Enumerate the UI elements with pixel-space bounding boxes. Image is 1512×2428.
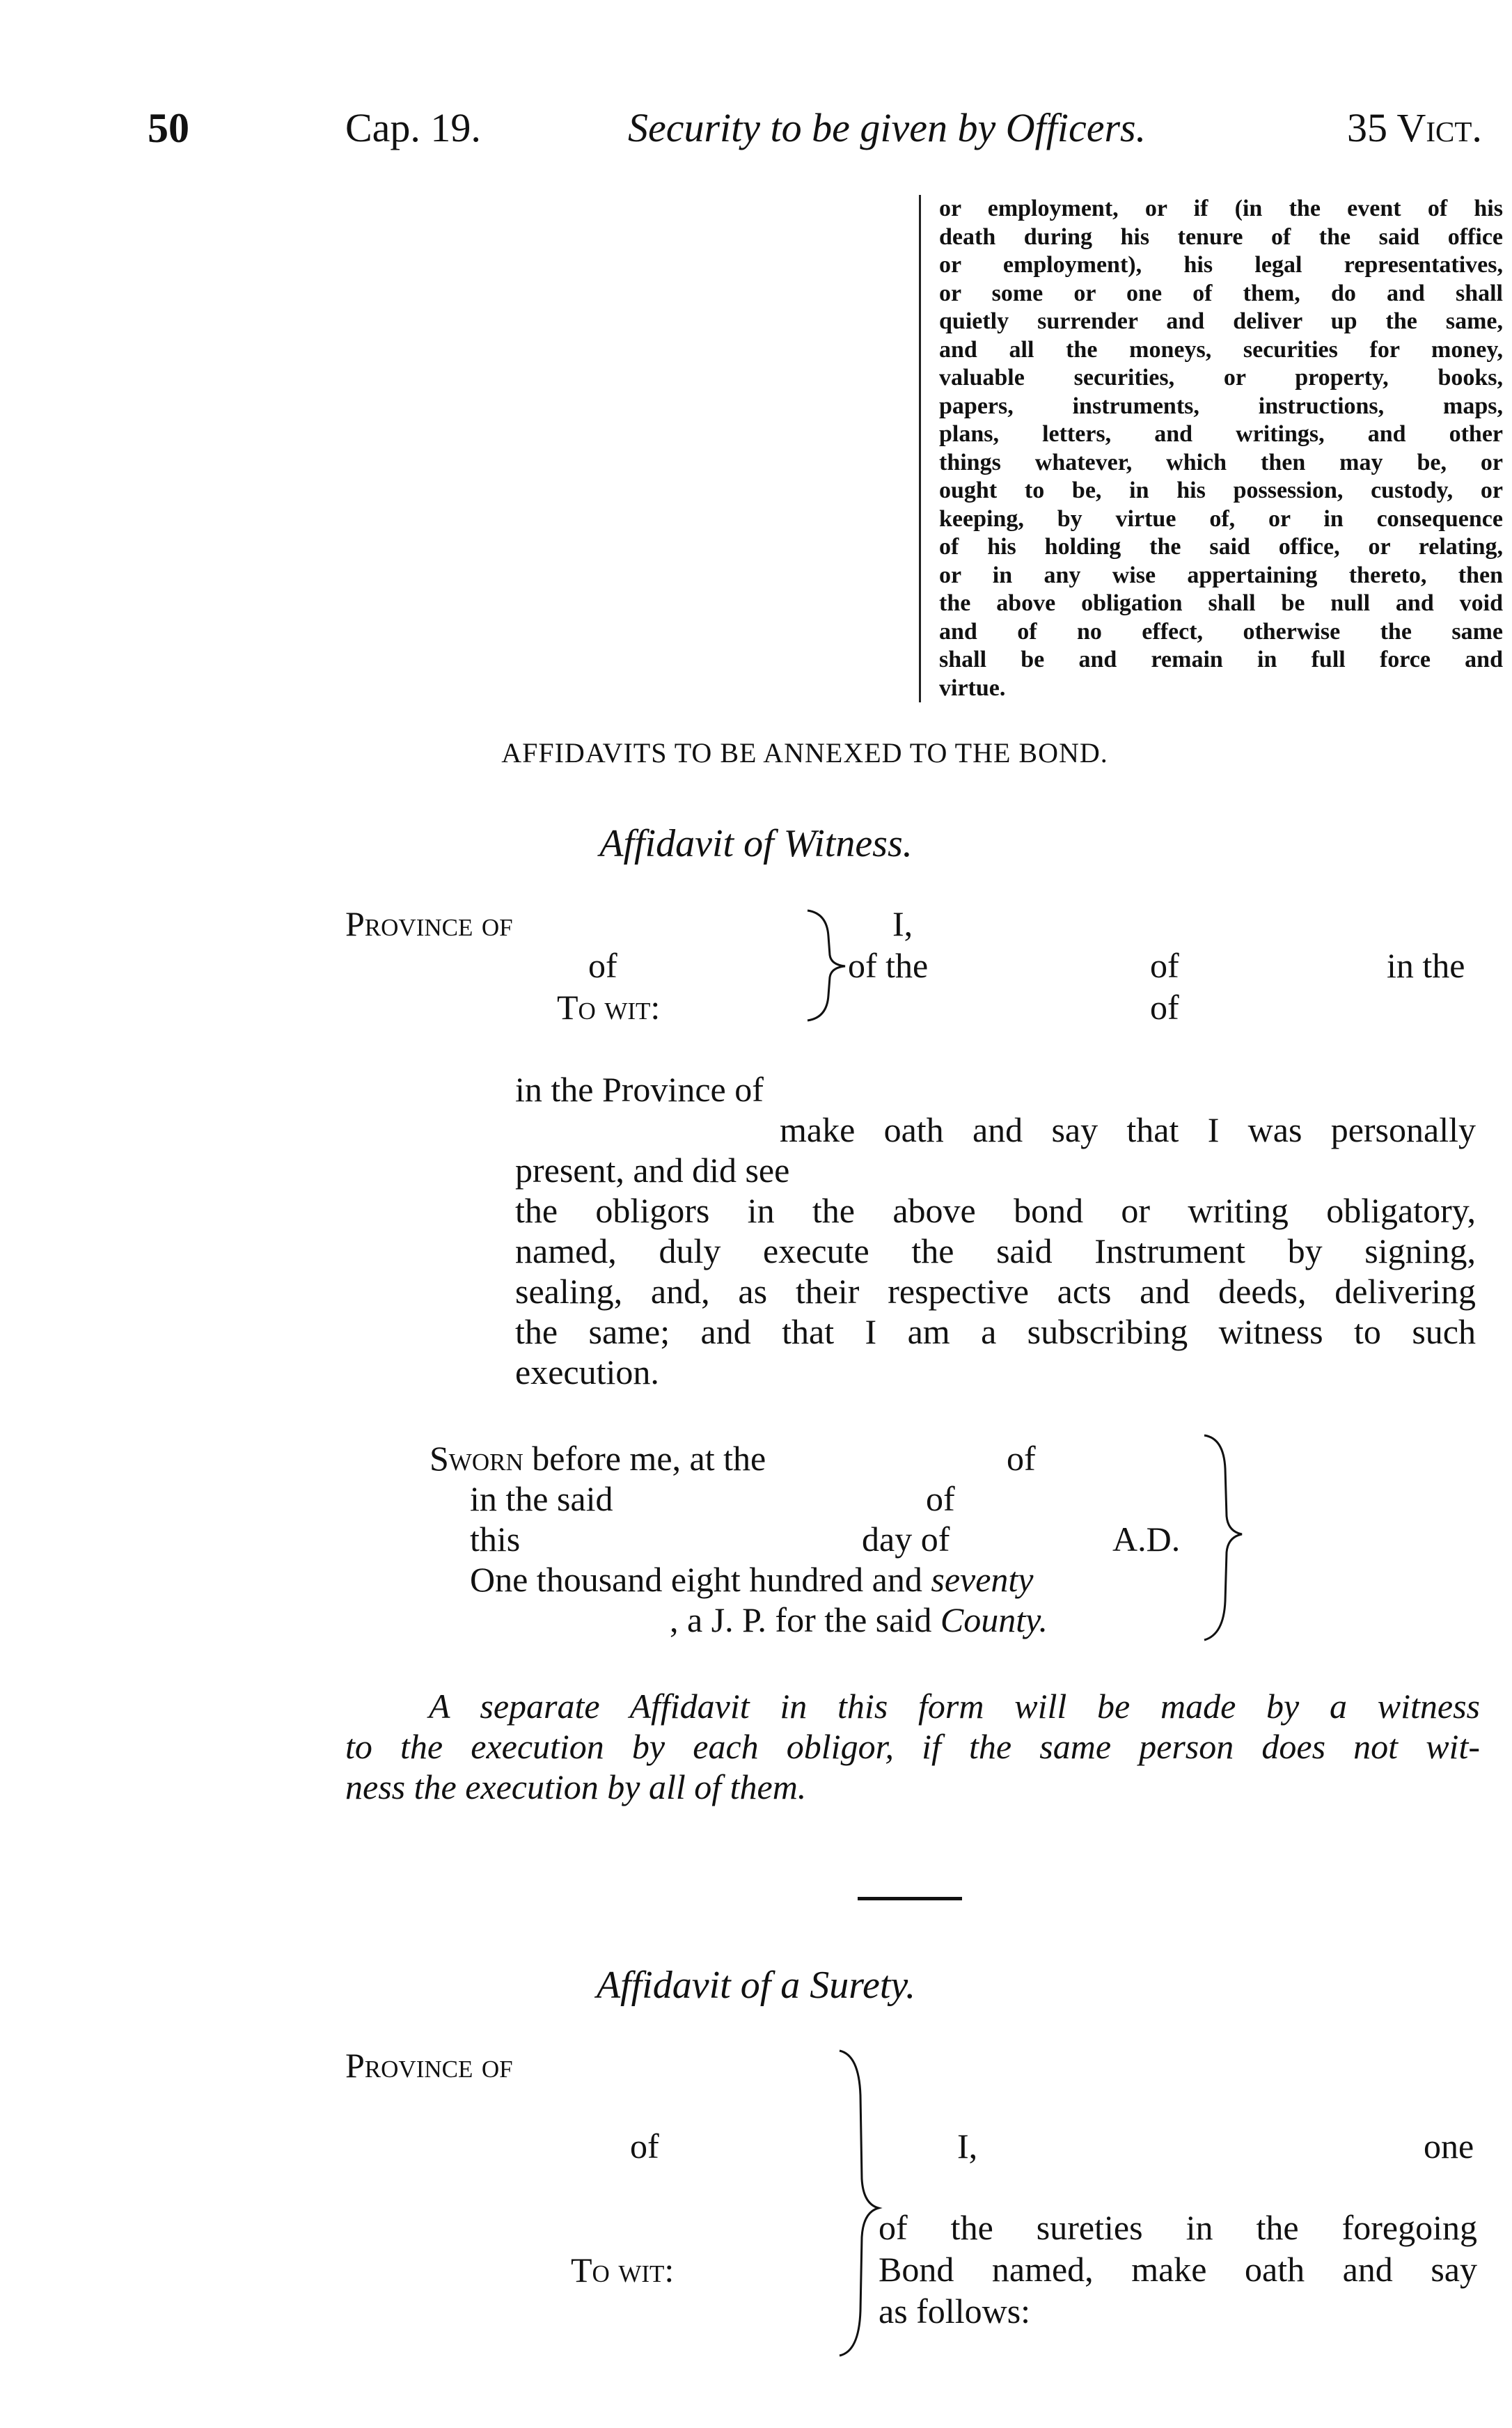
regnal-year: 35 Vict. (1347, 105, 1482, 150)
province-of-label: of (588, 946, 617, 985)
jurat-county: County. (940, 1600, 1048, 1639)
jurat-this: this (470, 1520, 521, 1559)
surety-to-wit-label: To wit: (571, 2250, 675, 2289)
running-title: Security to be given by Officers. (628, 105, 1147, 150)
clause-line: or employment, or if (in the event of his (939, 196, 1503, 221)
deponent-i: I, (892, 904, 913, 943)
surety-deponent-i: I, (957, 2127, 978, 2166)
clause-line: papers, instruments, instructions, maps, (939, 393, 1503, 419)
jurat-ad: A.D. (1112, 1520, 1181, 1559)
of-label-a: of (1150, 946, 1179, 985)
clause-line: quietly surrender and deliver up the same, (939, 308, 1503, 334)
clause-line: of his holding the said office, or relating, (939, 534, 1503, 560)
surety-province-label: Province of (345, 2046, 513, 2085)
page-number: 50 (148, 105, 189, 151)
clause-line: plans, letters, and writings, and other (939, 421, 1503, 447)
clause-line: and all the moneys, securities for money, (939, 336, 1503, 363)
of-label-b: of (1150, 988, 1179, 1027)
clause-line: things whatever, which then may be, or (939, 449, 1503, 475)
surety-line: Bond named, make oath and say (879, 2250, 1477, 2289)
jurat-jp-text: , a J. P. for the said (670, 1600, 932, 1639)
oath-line: in the Province of (515, 1070, 764, 1109)
clause-line: or in any wise appertaining thereto, then (939, 562, 1503, 588)
clause-line: valuable securities, or property, books, (939, 365, 1503, 391)
clause-line: the above obligation shall be null and void (939, 590, 1503, 616)
of-the-label: of the (848, 946, 929, 985)
clause-line: ought to be, in his possession, custody, or (939, 478, 1503, 503)
surety-oath-text (879, 2207, 1477, 2332)
clause-line: death during his tenure of the said office (939, 223, 1503, 250)
surety-of-label: of (630, 2127, 659, 2166)
note-line: ness the execution by all of them. (345, 1767, 807, 1806)
oath-line: named, duly execute the said Instrument by signing, (515, 1231, 1476, 1270)
jurat-of-1: of (1007, 1439, 1036, 1478)
in-the-label: in the (1387, 946, 1465, 985)
jurat-day-of: day of (862, 1520, 950, 1559)
sworn-word: Sworn (430, 1439, 523, 1478)
surety-line: as follows: (879, 2292, 1031, 2331)
clause-line: or some or one of them, do and shall (939, 280, 1503, 306)
oath-line: sealing, and, as their respective acts and deeds, delivering (515, 1272, 1476, 1311)
jurat-of-2: of (926, 1479, 955, 1518)
note-line: to the execution by each obligor, if the same person does not wit- (345, 1727, 1480, 1766)
oath-line: make oath and say that I was personally (780, 1110, 1476, 1149)
surety-affidavit-title: Affidavit of a Surety. (596, 1964, 916, 2007)
clause-line: keeping, by virtue of, or in consequence (939, 505, 1503, 532)
surety-one: one (1424, 2127, 1474, 2166)
surety-line: of the sureties in the foregoing (879, 2208, 1477, 2247)
jurat-in-the-said: in the said (470, 1479, 613, 1518)
oath-line: present, and did see (515, 1151, 790, 1190)
oath-line: execution. (515, 1353, 659, 1392)
clause-line: and of no effect, otherwise the same (939, 618, 1503, 645)
province-label: Province of (345, 904, 513, 943)
jurat-text: before me, at the (532, 1439, 766, 1478)
oath-line: the same; and that I am a subscribing witness to such (515, 1312, 1476, 1351)
to-wit-label: To wit: (557, 988, 661, 1027)
jurat-year-text: One thousand eight hundred and (470, 1560, 922, 1599)
annex-heading: AFFIDAVITS TO BE ANNEXED TO THE BOND. (501, 737, 1108, 768)
chapter-label: Cap. 19. (345, 105, 481, 150)
clause-line: shall be and remain in full force and (939, 647, 1503, 672)
note-line: A separate Affidavit in this form will be made by a witness (429, 1687, 1480, 1726)
clause-line: or employment), his legal representatives, (939, 252, 1503, 278)
witness-affidavit-title: Affidavit of Witness. (599, 822, 913, 865)
clause-line: virtue. (939, 675, 1006, 701)
oath-line: the obligors in the above bond or writing obligatory, (515, 1191, 1476, 1230)
jurat-seventy: seventy (931, 1560, 1034, 1599)
